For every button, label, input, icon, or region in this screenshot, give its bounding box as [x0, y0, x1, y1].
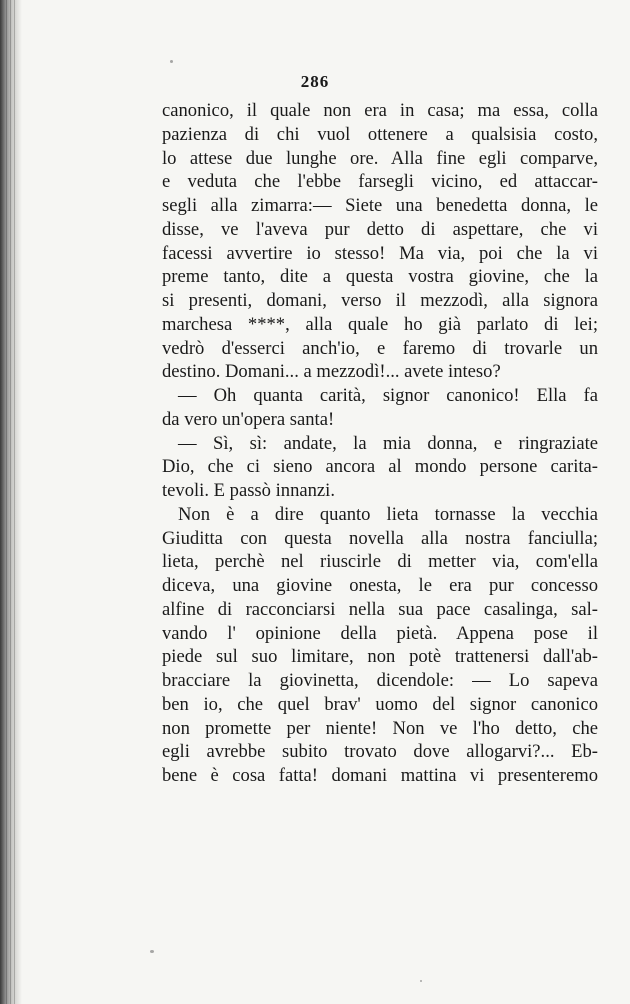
text-line: Dio, che ci sieno ancora al mondo persone carita- [162, 456, 598, 478]
text-line: da vero un'opera santa! [162, 408, 335, 430]
text-line: ben io, che quel brav' uomo del signor canonico [162, 693, 598, 715]
text-line: destino. Domani... a mezzodì!... avete inteso? [162, 361, 501, 383]
text-line: alfine di racconciarsi nella sua pace casalinga, sal- [162, 598, 598, 620]
text-line: pazienza di chi vuol ottenere a qualsisia costo, [162, 123, 598, 145]
text-line: Non è a dire quanto lieta tornasse la vecchia [178, 503, 598, 525]
text-line: preme tanto, dite a questa vostra giovine, che la [162, 266, 598, 288]
text-line: piede sul suo limitare, non potè trattenersi dall'ab- [162, 646, 598, 668]
text-line: facessi avvertire io stesso! Ma via, poi che la vi [162, 242, 598, 264]
text-line: lo attese due lunghe ore. Alla fine egli comparve, [162, 147, 598, 169]
scan-speck [420, 980, 422, 982]
scan-speck [170, 60, 173, 63]
text-line: si presenti, domani, verso il mezzodì, alla signora [162, 290, 598, 311]
binding-texture [6, 0, 16, 1004]
text-line: diceva, una giovine onesta, le era pur concesso [162, 575, 598, 596]
text-line: bracciare la giovinetta, dicendole: — Lo sapeva [162, 670, 598, 691]
text-line: marchesa ****, alla quale ho già parlato di lei; [162, 313, 598, 335]
text-line: egli avrebbe subito trovato dove allogarvi?... Eb- [162, 741, 598, 763]
scan-speck [150, 950, 154, 953]
text-line: bene è cosa fatta! domani mattina vi presenteremo [162, 765, 598, 786]
text-line: lieta, perchè nel riuscirle di metter via, com'ella [162, 551, 598, 573]
body-text [162, 99, 598, 788]
text-line: Giuditta con questa novella alla nostra fanciulla; [162, 527, 598, 549]
text-line: e veduta che l'ebbe farsegli vicino, ed attaccar- [162, 171, 598, 193]
text-line: — Oh quanta carità, signor canonico! Ella fa [178, 385, 598, 406]
page-number: 286 [300, 72, 330, 91]
text-line: segli alla zimarra:— Siete una benedetta donna, le [162, 195, 598, 216]
text-line: non promette per niente! Non ve l'ho detto, che [162, 717, 598, 739]
text-line: tevoli. E passò innanzi. [162, 480, 335, 501]
text-line: vedrò d'esserci anch'io, e faremo di trovarle un [162, 337, 598, 359]
text-line: disse, ve l'aveva pur detto di aspettare, che vi [162, 218, 598, 240]
text-line: canonico, il quale non era in casa; ma essa, colla [162, 100, 598, 121]
text-line: vando l' opinione della pietà. Appena pose il [162, 622, 598, 644]
text-line: — Sì, sì: andate, la mia donna, e ringraziate [178, 432, 598, 454]
